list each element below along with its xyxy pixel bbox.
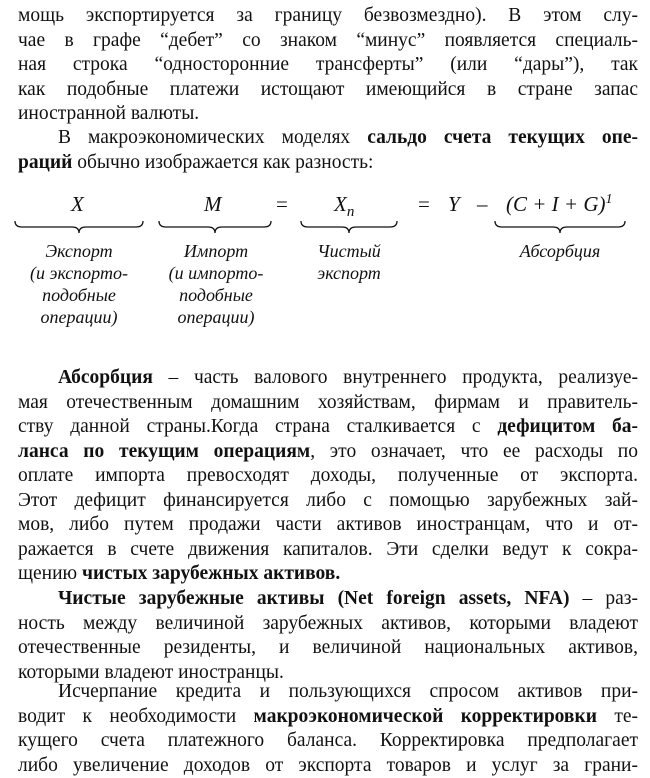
formula-gdp-symbol: Y [448, 192, 460, 217]
balance-formula [0, 186, 650, 346]
text-line: либо увеличение доходов от экспорта товаров и услуг за грани- [18, 754, 638, 778]
bold-term: Абсорбция [58, 367, 153, 388]
text-line: чае в графе “дебет” со знаком “минус” появляется специаль- [18, 29, 638, 54]
text-line: Этот дефицит финансируется либо с помощью зарубежных зай- [18, 489, 638, 514]
text-line: оплате импорта превосходят доходы, полученные от экспорта. [18, 464, 638, 489]
text-line: мов, либо путем продажи части активов иностранцам, что и от- [18, 513, 638, 538]
text-line: кущего счета платежного баланса. Корректировка предполагает [18, 729, 638, 754]
text-line: иностранной валюты. [18, 102, 638, 127]
bold-term: чистых зарубежных активов. [82, 563, 340, 584]
text-line: В макроэкономических моделях сальдо счета текущих опе- [18, 126, 638, 151]
bold-term: ланса по текущим операциям [18, 441, 310, 462]
text-line: водит к необходимости макроэкономической корректировки те- [18, 705, 638, 730]
text-line: ству данной страны.Когда страна сталкивается с дефицитом ба- [18, 415, 638, 440]
bold-term: дефицитом ба- [497, 416, 638, 437]
text-line: Исчерпание кредита и пользующихся спросом активов при- [18, 680, 638, 705]
text-line: Абсорбция – часть валового внутреннего продукта, реализуе- [18, 366, 638, 391]
paragraph-absorption [18, 366, 638, 587]
label-absorption: Абсорбция [490, 240, 630, 262]
underbrace-export [14, 220, 144, 234]
text-line: щению чистых зарубежных активов. [18, 562, 638, 587]
formula-equals: = [418, 192, 430, 217]
paragraph-current-account [18, 126, 638, 175]
text-line: ность между величиной зарубежных активов, которыми владеют [18, 612, 638, 637]
paragraph-adjustment [18, 680, 638, 778]
paragraph-nfa [18, 587, 638, 685]
formula-absorption-expression: $(C + I + G)^1$ [506, 192, 613, 217]
bold-term: сальдо счета текущих опе- [367, 127, 638, 148]
text-line: которыми владеют иностранцы. [18, 661, 638, 686]
formula-footnote-mark: 1 [606, 192, 613, 207]
text-line: как подобные платежи истощают имеющийся в стране запас [18, 78, 638, 103]
formula-subscript: n [347, 204, 355, 220]
text-line: Чистые зарубежные активы (Net foreign assets, NFA) – раз- [18, 587, 638, 612]
text-line: ная строка “односторонние трансферты” (или “дары”), так [18, 53, 638, 78]
underbrace-net-export [300, 220, 398, 234]
label-net-export: Чистый экспорт [290, 240, 408, 284]
formula-export-symbol: X [71, 192, 84, 217]
text-line: ланса по текущим операциям, это означает, что ее расходы по [18, 440, 638, 465]
underbrace-import [158, 220, 272, 234]
bold-term: макроэкономической корректировки [254, 706, 597, 727]
text-line: отечественные резиденты, и величиной национальных активов, [18, 636, 638, 661]
text-line: мая отечественным домашним хозяйствам, фирмам и правитель- [18, 391, 638, 416]
bold-term: Чистые зарубежные активы (Net foreign assets, NFA) [58, 588, 569, 609]
text-line: мощь экспортируется за границу безвозмездно). В этом слу- [18, 4, 638, 29]
formula-import-symbol: M [204, 192, 222, 217]
paragraph-transfers [18, 4, 638, 127]
underbrace-absorption [494, 220, 626, 234]
label-export: Экспорт (и экспорто- подобные операции) [0, 240, 158, 328]
formula-equals: = [276, 192, 288, 217]
formula-net-export-symbol: $X_n$ [334, 192, 354, 221]
text-line: ражается в счете движения капиталов. Эти сделки ведут к сокра- [18, 538, 638, 563]
formula-minus: – [477, 192, 488, 217]
text-line: раций обычно изображается как разность: [18, 151, 638, 176]
label-import: Импорт (и импорто- подобные операции) [146, 240, 286, 328]
bold-term: раций [18, 152, 72, 173]
